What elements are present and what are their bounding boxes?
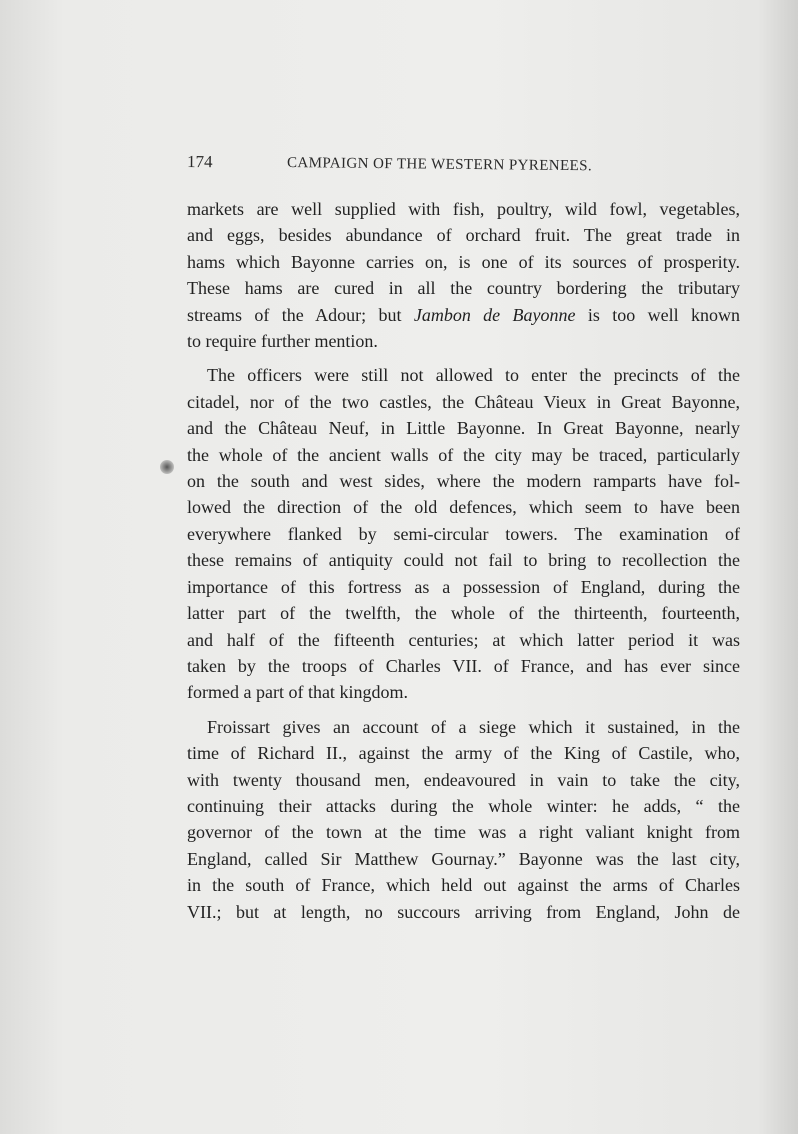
text-line: time of Richard II., against the army of the King of Castile, who, bbox=[187, 743, 740, 764]
text-line: these remains of antiquity could not fail to bring to recollection the bbox=[187, 550, 740, 571]
text-line: England, called Sir Matthew Gournay.” Bayonne was the last city, bbox=[187, 848, 740, 869]
paragraph-3 bbox=[187, 714, 740, 925]
text-line: These hams are cured in all the country bordering the tributary bbox=[187, 278, 740, 299]
text-line: on the south and west sides, where the modern ramparts have fol- bbox=[187, 471, 740, 492]
text-line: the whole of the ancient walls of the city may be traced, particularly bbox=[187, 444, 740, 465]
text-line: and half of the fifteenth centuries; at which latter period it was bbox=[187, 629, 740, 650]
text-line: with twenty thousand men, endeavoured in vain to take the city, bbox=[187, 769, 740, 790]
text-line: Froissart gives an account of a siege which it sustained, in the bbox=[207, 716, 740, 737]
text-line: continuing their attacks during the whole winter: he adds, “ the bbox=[187, 795, 740, 816]
text-line: in the south of France, which held out against the arms of Charles bbox=[187, 875, 740, 896]
text-run: is too well known bbox=[575, 304, 741, 325]
paragraph-2 bbox=[187, 362, 740, 705]
text-line: markets are well supplied with fish, poultry, wild fowl, vegetables, bbox=[187, 199, 740, 219]
text-line bbox=[187, 302, 740, 328]
text-line: taken by the troops of Charles VII. of France, and has ever since bbox=[187, 655, 740, 676]
text-line: importance of this fortress as a possession of England, during the bbox=[187, 576, 740, 597]
text-line: latter part of the twelfth, the whole of the thirteenth, fourteenth, bbox=[187, 603, 740, 624]
text-line: everywhere flanked by semi-circular towers. The examination of bbox=[187, 523, 740, 544]
text-run: streams of the Adour; but bbox=[187, 304, 414, 325]
text-line: The officers were still not allowed to enter the precincts of the bbox=[207, 365, 740, 386]
text-line: and eggs, besides abundance of orchard fruit. The great trade in bbox=[187, 225, 740, 246]
text-line: VII.; but at length, no succours arriving from England, John de bbox=[187, 901, 740, 922]
page-number: 174 bbox=[186, 152, 213, 172]
paragraph-1 bbox=[187, 196, 740, 354]
text-line: lowed the direction of the old defences, which seem to have been bbox=[187, 497, 740, 518]
running-title: CAMPAIGN OF THE WESTERN PYRENEES. bbox=[286, 155, 593, 175]
italic-term: Jambon de Bayonne bbox=[413, 304, 576, 325]
text-line: citadel, nor of the two castles, the Château Vieux in Great Bayonne, bbox=[187, 391, 740, 412]
text-line: governor of the town at the time was a right valiant knight from bbox=[187, 822, 740, 843]
text-line: and the Château Neuf, in Little Bayonne. In Great Bayonne, nearly bbox=[187, 418, 740, 439]
page-body bbox=[187, 196, 740, 933]
text-line: to require further mention. bbox=[187, 331, 378, 352]
ink-smudge bbox=[160, 460, 174, 474]
text-line: formed a part of that kingdom. bbox=[187, 682, 408, 703]
text-line: hams which Bayonne carries on, is one of its sources of prosperity. bbox=[187, 251, 740, 272]
page-header bbox=[187, 152, 747, 184]
